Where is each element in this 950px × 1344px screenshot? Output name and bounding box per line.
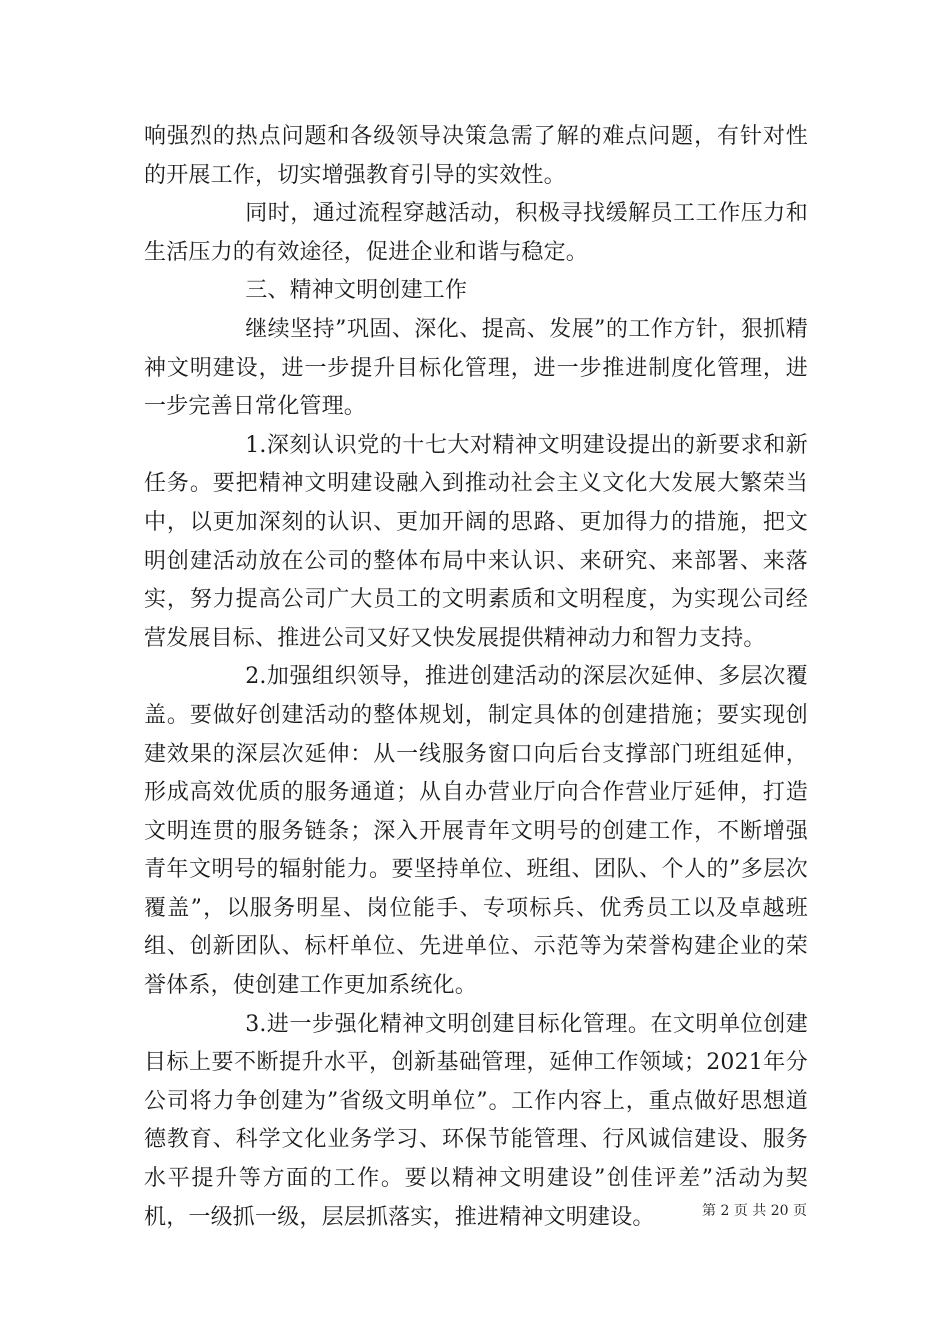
paragraph-item-1: 1.深刻认识党的十七大对精神文明建设提出的新要求和新任务。要把精神文明建设融入到推动社会主义文化大发展大繁荣当中，以更加深刻的认识、更加开阔的思路、更加得力的措施，把文明创建活动放在公司的整体布局中来认识、来研究、来部署、来落实，努力提高公司广大员工的文明素质和文明程度，为实现公司经营发展目标、推进公司又好又快发展提供精神动力和智力支持。 (144, 432, 808, 651)
section-heading-3: 三、精神文明创建工作 (245, 278, 468, 304)
paragraph-item-3: 3.进一步强化精神文明创建目标化管理。在文明单位创建目标上要不断提升水平，创新基础管理，延伸工作领域；2021年分公司将力争创建为”省级文明单位”。工作内容上，重点做好思想道德教育、科学文化业务学习、环保节能管理、行风诚信建设、服务水平提升等方面的工作。要以精神文明建设”创佳评差”活动为契机，一级抓一级，层层抓落实，推进精神文明建设。 (144, 1011, 808, 1230)
page-number-footer: 第 2 页 共 20 页 (702, 1203, 807, 1219)
paragraph-policy: 继续坚持”巩固、深化、提高、发展”的工作方针，狠抓精神文明建设，进一步提升目标化管理，进一步推进制度化管理，进一步完善日常化管理。 (144, 316, 808, 420)
paragraph-continuation: 响强烈的热点问题和各级领导决策急需了解的难点问题，有针对性的开展工作，切实增强教育引导的实效性。 (144, 124, 808, 188)
paragraph-simultaneously: 同时，通过流程穿越活动，积极寻找缓解员工工作压力和生活压力的有效途径，促进企业和谐与稳定。 (144, 201, 808, 265)
document-body (144, 118, 808, 1237)
paragraph-item-2: 2.加强组织领导，推进创建活动的深层次延伸、多层次覆盖。要做好创建活动的整体规划，制定具体的创建措施；要实现创建效果的深层次延伸：从一线服务窗口向后台支撑部门班组延伸，形成高效优质的服务通道；从自办营业厅向合作营业厅延伸，打造文明连贯的服务链条；深入开展青年文明号的创建工作，不断增强青年文明号的辐射能力。要坚持单位、班组、团队、个人的”多层次覆盖”，以服务明星、岗位能手、专项标兵、优秀员工以及卓越班组、创新团队、标杆单位、先进单位、示范等为荣誉构建企业的荣誉体系，使创建工作更加系统化。 (144, 664, 808, 999)
